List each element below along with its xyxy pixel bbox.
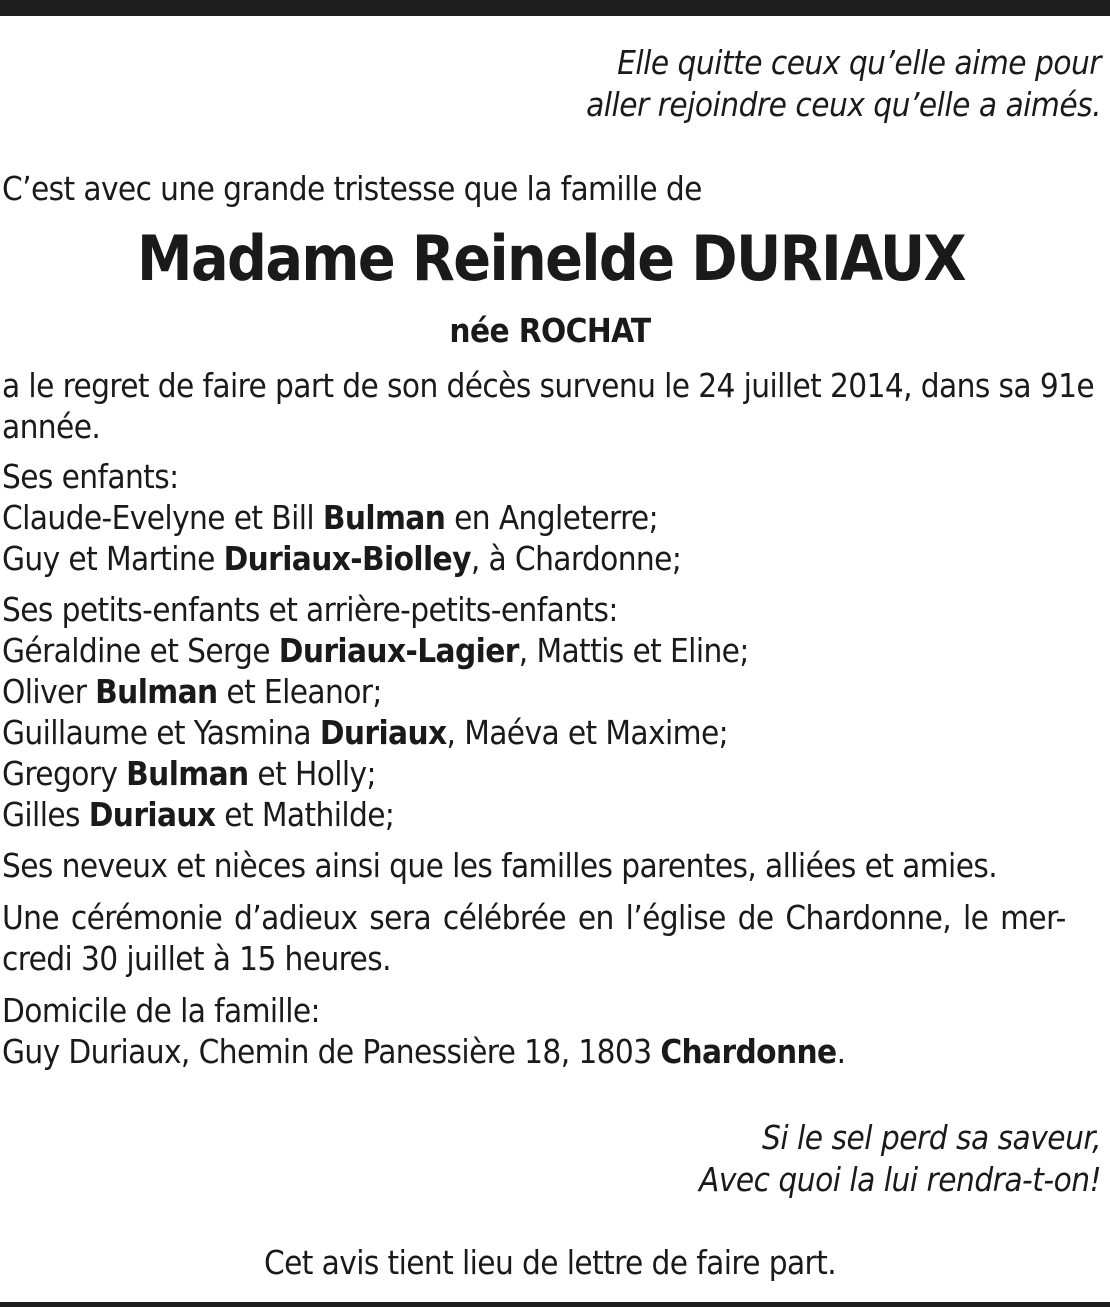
ceremony-details — [2, 897, 1102, 979]
grandchildren-section — [2, 589, 1102, 835]
epigraph-line: aller rejoindre ceux qu’elle a aimés. — [586, 85, 1101, 124]
closing-note: Cet avis tient lieu de lettre de faire part. — [263, 1243, 837, 1282]
deceased-name: Madame Reinelde DURIAUX — [137, 222, 965, 295]
entry-text: Géraldine et Serge — [2, 631, 279, 670]
entry-text: Guillaume et Yasmina — [2, 713, 320, 752]
entry-text: et Mathilde; — [215, 795, 395, 834]
entry-surname: Duriaux — [88, 795, 216, 834]
nephews-text: Ses neveux et nièces ainsi que les familles parentes, alliées et amies. — [2, 846, 998, 885]
entry-text: en Angleterre; — [445, 498, 659, 537]
address-text: Guy Duriaux, Chemin de Panessière 18, 1803 — [2, 1032, 661, 1071]
entry-surname: Duriaux-Biolley — [223, 539, 471, 578]
entry-text: Guy et Martine — [2, 539, 224, 578]
family-entry — [2, 671, 1102, 712]
ceremony-line: Une cérémonie d’adieux sera célébrée en l’église de Chardonne, le mer- — [2, 898, 1066, 937]
entry-surname: Bulman — [126, 754, 249, 793]
ceremony-line: credi 30 juillet à 15 heures. — [2, 939, 391, 978]
section-heading: Ses enfants: — [2, 457, 179, 496]
entry-text: Claude-Evelyne et Bill — [2, 498, 323, 537]
entry-surname: Bulman — [322, 498, 446, 537]
address-text: . — [836, 1032, 846, 1071]
announcement-line: a le regret de faire part de son décès survenu le 24 juillet 2014, dans sa 91e — [2, 366, 1095, 405]
children-section — [2, 456, 1102, 579]
address-city: Chardonne — [660, 1032, 837, 1071]
entry-text: et Eleanor; — [217, 672, 382, 711]
closing-epigraph — [699, 1117, 1101, 1201]
entry-surname: Bulman — [95, 672, 218, 711]
announcement-line: année. — [2, 407, 101, 446]
section-heading: Domicile de la famille: — [2, 991, 320, 1030]
domicile-address — [2, 1031, 1102, 1072]
family-entry — [2, 794, 1102, 835]
maiden-name: née ROCHAT — [449, 311, 651, 350]
entry-surname: Duriaux-Lagier — [278, 631, 519, 670]
entry-text: , Mattis et Eline; — [518, 631, 749, 670]
family-domicile — [2, 990, 1102, 1072]
intro-text: C’est avec une grande tristesse que la famille de — [2, 169, 702, 208]
epigraph-line: Avec quoi la lui rendra-t-on! — [699, 1160, 1101, 1199]
section-heading: Ses petits-enfants et arrière-petits-enfants: — [2, 590, 618, 629]
entry-text: , à Chardonne; — [470, 539, 682, 578]
family-entry — [2, 753, 1102, 794]
family-entry — [2, 497, 1102, 538]
bottom-border-rule — [0, 1302, 1110, 1307]
entry-text: Gregory — [2, 754, 127, 793]
family-entry — [2, 630, 1102, 671]
death-announcement — [2, 365, 1102, 447]
entry-text: , Maéva et Maxime; — [446, 713, 729, 752]
family-entry — [2, 712, 1102, 753]
entry-text: Gilles — [2, 795, 89, 834]
nephews-line — [2, 845, 1102, 886]
entry-surname: Duriaux — [319, 713, 447, 752]
epigraph-line: Elle quitte ceux qu’elle aime pour — [617, 43, 1101, 82]
family-entry — [2, 538, 1102, 579]
opening-epigraph — [586, 42, 1101, 126]
entry-text: et Holly; — [248, 754, 376, 793]
entry-text: Oliver — [2, 672, 96, 711]
epigraph-line: Si le sel perd sa saveur, — [762, 1118, 1101, 1157]
